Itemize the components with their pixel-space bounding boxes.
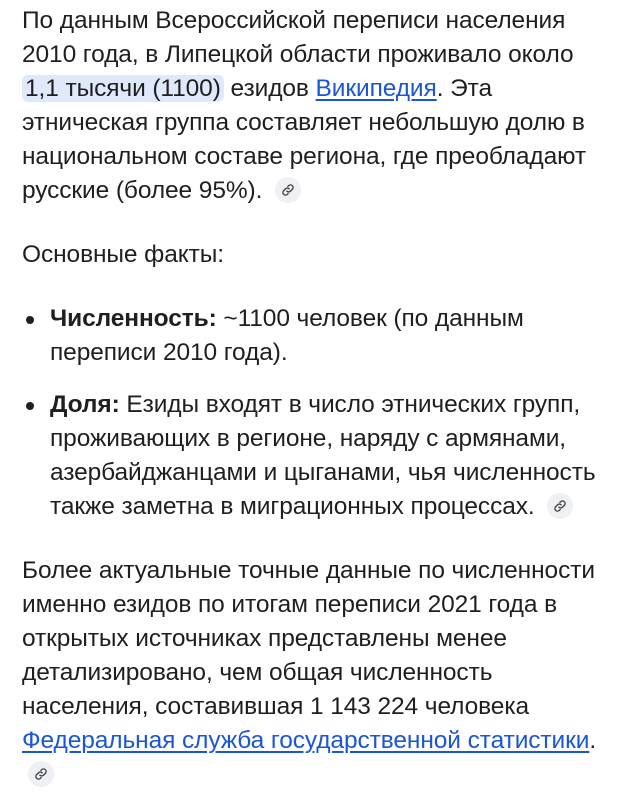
facts-heading: Основные факты: [22, 241, 224, 268]
bullet-icon [26, 316, 34, 324]
highlighted-figure[interactable]: 1,1 тысячи (1100) [22, 75, 224, 102]
facts-list [22, 302, 602, 524]
intro-text-3: . Эта этническая группа составляет небольшую долю в национальном составе региона, где преобладают русские (более 95%). [22, 75, 586, 204]
fact-text: ~1100 человек (по данным переписи 2010 года). [50, 305, 524, 366]
fact-text: Езиды входят в число этнических групп, проживающих в регионе, наряду с армянами, азербайджанцами и цыганами, чья численность также заметна в миграционных процессах. [50, 391, 596, 520]
link-icon[interactable] [28, 761, 54, 787]
update-text-2: . [589, 727, 597, 754]
fact-term: Доля: [50, 391, 120, 418]
link-icon[interactable] [547, 493, 573, 519]
link-icon[interactable] [275, 177, 301, 203]
update-paragraph [22, 554, 602, 792]
list-item [22, 388, 602, 524]
fact-term: Численность: [50, 305, 217, 332]
wikipedia-source-link[interactable]: Википедия [315, 75, 437, 102]
update-text-1: Более актуальные точные данные по численности именно езидов по итогам переписи 2021 года в открытых источниках представлены менее детализировано, чем общая численность населения, составившая 1 143 224 человека [22, 557, 595, 720]
intro-text-2: езидов [223, 75, 316, 102]
rosstat-source-link[interactable]: Федеральная служба государственной статистики [22, 727, 590, 754]
intro-paragraph [22, 4, 602, 208]
list-item [22, 302, 602, 370]
intro-text-1: По данным Всероссийской переписи населения 2010 года, в Липецкой области проживало около [22, 7, 574, 68]
bullet-icon [26, 402, 34, 410]
